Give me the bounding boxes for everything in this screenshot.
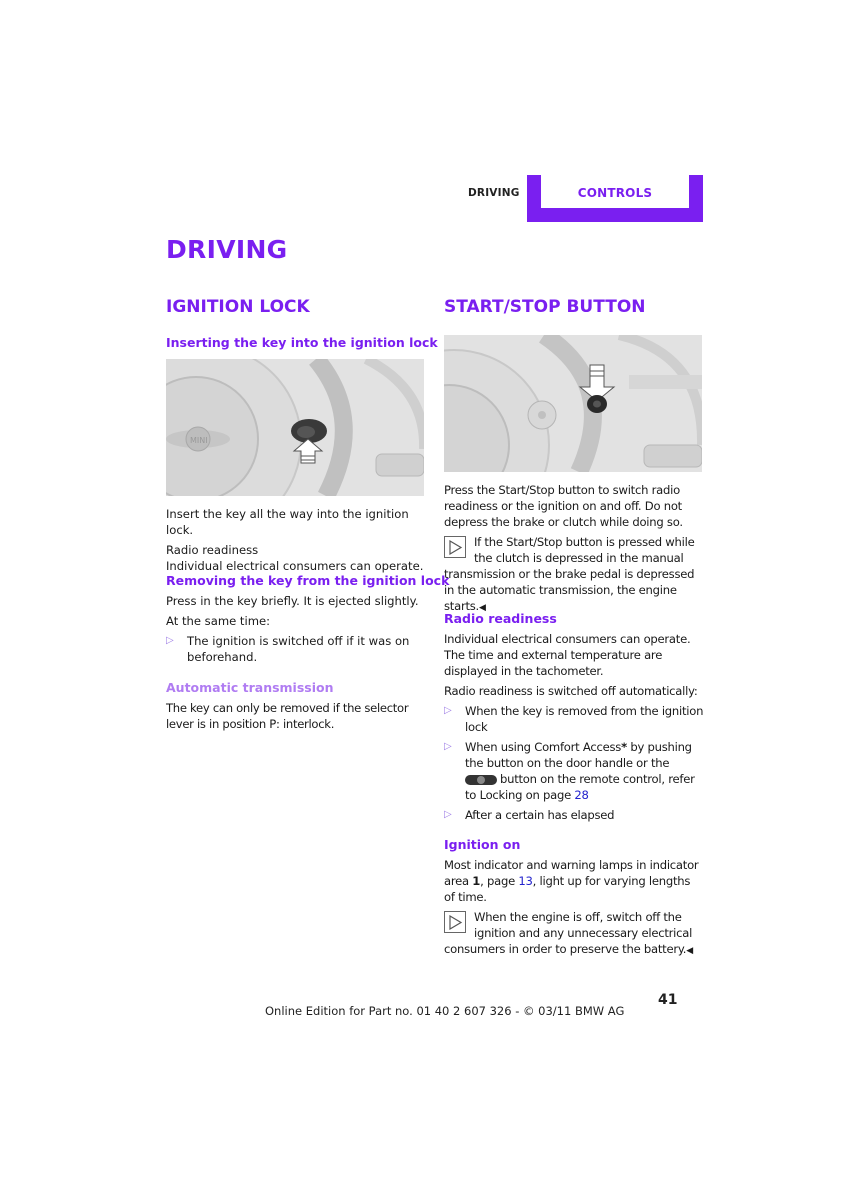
- note-2-text: When the engine is off, switch off the ignition and any unnecessary electrical consumers in order to preserve the battery.: [444, 910, 693, 956]
- start-stop-paragraph: Press the Start/Stop button to switch radio readiness or the ignition on and off. Do not depress the brake or clutch while doing so.: [444, 483, 683, 529]
- left-column-text-3: [166, 700, 426, 732]
- ignition-lock-figure: [166, 359, 424, 496]
- page-13-link[interactable]: 13: [518, 874, 533, 888]
- start-stop-figure: [444, 335, 702, 472]
- list-item: [444, 807, 704, 823]
- automatic-transmission-subheading: Automatic transmission: [166, 680, 334, 695]
- note-icon: [444, 536, 466, 558]
- radio-readiness-subheading: Radio readiness: [444, 611, 557, 626]
- left-column-text-2: [166, 593, 426, 665]
- start-stop-heading: START/STOP BUTTON: [444, 297, 646, 317]
- bullet-text: After a certain has elapsed: [465, 808, 615, 822]
- right-column-text-3: [444, 857, 704, 959]
- bullet-triangle-icon: ▷: [444, 705, 452, 716]
- optional-equipment-star: *: [621, 740, 627, 754]
- note-1-text: If the Start/Stop button is pressed while the clutch is depressed in the manual transmission or the brake pedal is depressed in the automatic transmission, the engine starts.: [444, 535, 695, 613]
- ignition-lock-heading: IGNITION LOCK: [166, 297, 310, 317]
- svg-text:MINI: MINI: [190, 436, 208, 445]
- interlock-paragraph: The key can only be removed if the selector lever is in position P: interlock.: [166, 701, 409, 731]
- bullet-text-c: button on the remote control, refer to Locking on page: [465, 772, 695, 802]
- end-mark-icon: ◀: [686, 946, 693, 956]
- bullet-triangle-icon: ▷: [444, 809, 452, 820]
- page-title: DRIVING: [166, 235, 288, 264]
- bullet-text-a: When using Comfort Access: [465, 740, 622, 754]
- start-stop-illustration: [444, 335, 702, 472]
- header-section-label: DRIVING: [468, 187, 520, 199]
- right-column-text: [444, 482, 704, 616]
- removing-key-subheading: Removing the key from the ignition lock: [166, 573, 450, 588]
- list-item: [444, 739, 704, 803]
- page-number: 41: [658, 992, 678, 1008]
- text: , page: [480, 874, 519, 888]
- note-2: [444, 909, 704, 959]
- same-time-paragraph: At the same time:: [166, 614, 271, 628]
- text: , light up for varying lengths of time.: [444, 874, 691, 904]
- note-1: [444, 534, 704, 616]
- inserting-key-subheading: Inserting the key into the ignition lock: [166, 335, 438, 350]
- switched-off-paragraph: Radio readiness is switched off automatically:: [444, 684, 698, 698]
- bullet-text-b: by pushing the button on the door handle or the: [465, 740, 692, 770]
- text: Most indicator and warning lamps in indicator area: [444, 858, 699, 888]
- ignition-lock-illustration: [166, 359, 424, 496]
- insert-key-paragraph: Insert the key all the way into the ignition lock.: [166, 507, 409, 537]
- left-column-text: [166, 506, 426, 574]
- radio-readiness-line: Radio readiness: [166, 543, 259, 557]
- page-28-link[interactable]: 28: [574, 788, 589, 802]
- end-mark-icon: ◀: [478, 603, 486, 613]
- list-item: [166, 633, 426, 665]
- indicator-area-number: 1: [472, 874, 481, 888]
- bullet-text: When the key is removed from the ignition lock: [465, 704, 704, 734]
- ignition-on-subheading: Ignition on: [444, 837, 521, 852]
- bullet-triangle-icon: ▷: [444, 741, 452, 752]
- footer-text: Online Edition for Part no. 01 40 2 607 326 - © 03/11 BMW AG: [265, 1004, 625, 1018]
- bullet-text: The ignition is switched off if it was on beforehand.: [187, 634, 410, 664]
- radio-readiness-paragraph: Individual electrical consumers can operate. The time and external temperature are displayed in the tachometer.: [444, 632, 691, 678]
- bracket-bottom: [527, 208, 703, 222]
- header-chapter-label: CONTROLS: [577, 186, 653, 200]
- bullet-triangle-icon: ▷: [166, 635, 174, 646]
- note-icon: [444, 911, 466, 933]
- consumers-operate-line: Individual electrical consumers can operate.: [166, 559, 424, 573]
- list-item: [444, 703, 704, 735]
- press-key-paragraph: Press in the key briefly. It is ejected slightly.: [166, 594, 419, 608]
- ignition-on-paragraph: [444, 857, 704, 905]
- right-column-text-2: [444, 631, 704, 823]
- remote-lock-button-icon: [465, 775, 497, 785]
